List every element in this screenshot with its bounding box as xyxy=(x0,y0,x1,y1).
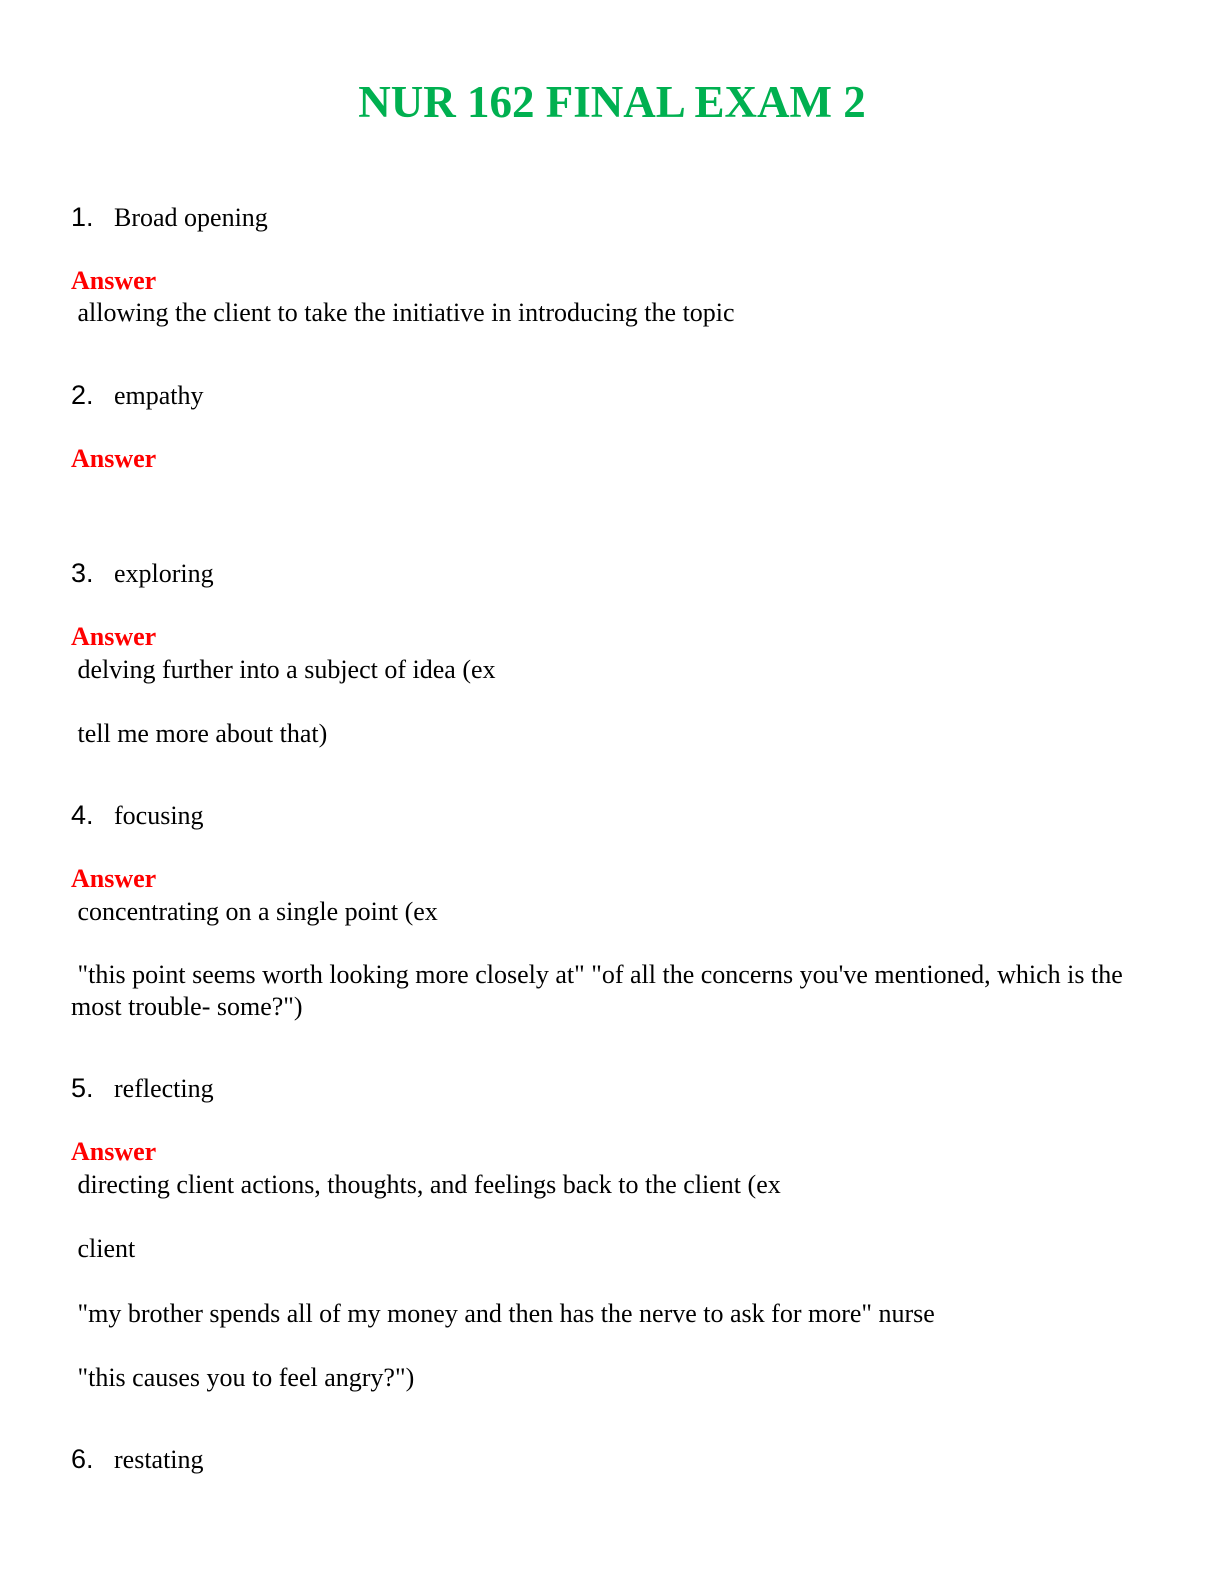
answer-text: "my brother spends all of my money and then has the nerve to ask for more" nurse xyxy=(71,1299,935,1328)
answer-text: "this point seems worth looking more closely at" "of all the concerns you've mentioned, which is the most trouble- some?") xyxy=(71,960,1130,1021)
answer-text: delving further into a subject of idea (ex xyxy=(71,655,496,684)
question-number: 3. xyxy=(71,558,94,588)
answer-text: tell me more about that) xyxy=(71,719,328,748)
answer-label: Answer xyxy=(71,864,157,893)
answer-label: Answer xyxy=(71,622,157,651)
question-term: restating xyxy=(114,1445,204,1474)
answer-text: directing client actions, thoughts, and feelings back to the client (ex xyxy=(71,1170,781,1199)
answer-label: Answer xyxy=(71,266,157,295)
answer-text: concentrating on a single point (ex xyxy=(71,897,438,926)
question-term: reflecting xyxy=(114,1074,214,1103)
answer-text: allowing the client to take the initiative in introducing the topic xyxy=(71,298,735,327)
answer-label: Answer xyxy=(71,1137,157,1166)
page-title: NUR 162 FINAL EXAM 2 xyxy=(358,77,866,127)
question-number: 4. xyxy=(71,800,94,830)
question-number: 1. xyxy=(71,202,94,232)
answer-text: "this causes you to feel angry?") xyxy=(71,1363,415,1392)
question-term: focusing xyxy=(114,801,204,830)
answer-text: client xyxy=(71,1234,136,1263)
answer-label: Answer xyxy=(71,444,157,473)
question-term: Broad opening xyxy=(114,203,268,232)
question-number: 6. xyxy=(71,1444,94,1474)
question-term: exploring xyxy=(114,559,214,588)
question-term: empathy xyxy=(114,381,204,410)
question-number: 5. xyxy=(71,1073,94,1103)
question-number: 2. xyxy=(71,380,94,410)
